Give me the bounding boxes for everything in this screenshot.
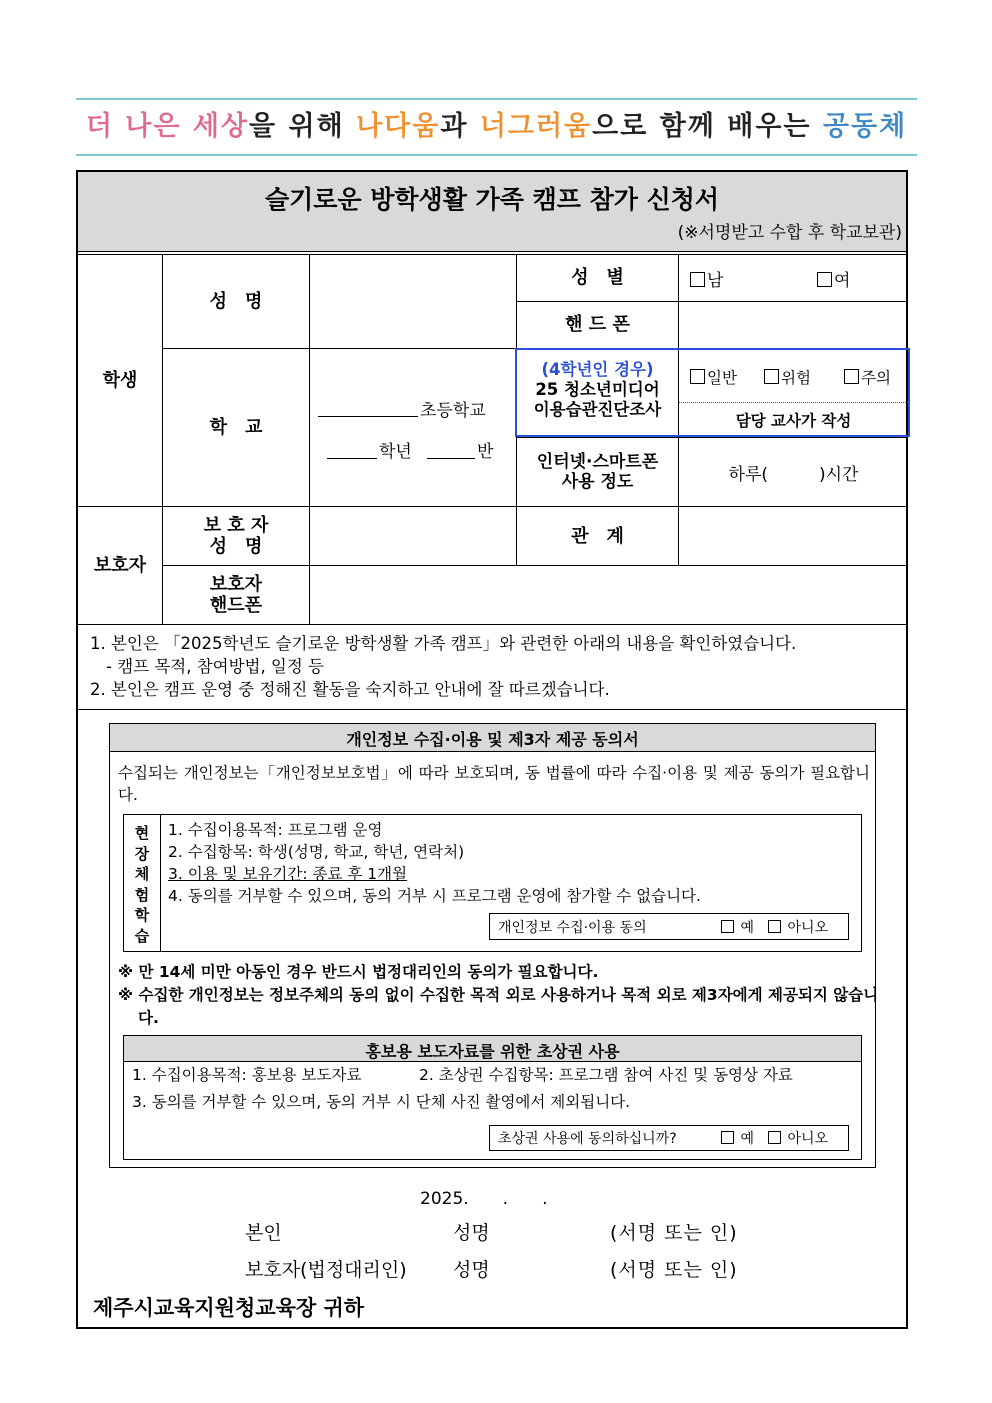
yes-label: 예 xyxy=(740,920,754,936)
checkbox-icon xyxy=(768,920,781,933)
sign-guardian-hint[interactable]: (서명 또는 인) xyxy=(610,1259,738,1281)
checkbox-icon xyxy=(764,369,779,384)
slogan-part: 더 나은 세상 xyxy=(85,111,250,142)
survey-opt-label: 일반 xyxy=(707,369,737,387)
portrait-consent-label: 초상권 사용에 동의하십니까? xyxy=(498,1131,677,1147)
privacy-item: 4. 동의를 거부할 수 있으며, 동의 거부 시 프로그램 운영에 참가할 수 없습니다. xyxy=(168,887,701,905)
portrait-no-option[interactable] xyxy=(768,1128,828,1148)
grade-suffix: 학년 xyxy=(379,442,412,462)
no-label: 아니오 xyxy=(787,920,829,936)
privacy-side-label xyxy=(124,823,160,946)
side-char: 습 xyxy=(134,926,150,945)
usage-field[interactable]: 하루( )시간 xyxy=(728,464,859,485)
survey-label-line: 25 청소년미디어 xyxy=(535,380,660,399)
privacy-no-option[interactable] xyxy=(768,917,828,937)
form-note: (※서명받고 수합 후 학교보관) xyxy=(677,223,902,243)
relation-label: 관 계 xyxy=(571,525,624,547)
guardian-name-line: 보 호 자 xyxy=(203,515,269,536)
addressee: 제주시교육지원청교육장 귀하 xyxy=(93,1296,365,1320)
survey-opt-normal[interactable] xyxy=(690,366,737,388)
privacy-warning-2: ※ 수집한 개인정보는 정보주체의 동의 없이 수집한 목적 외로 사용하거나 목적 외로 제3자에게 제공되지 않습니다. xyxy=(118,986,879,1027)
survey-opt-label: 위험 xyxy=(781,369,811,387)
slogan-part: 과 xyxy=(440,111,480,142)
portrait-item-1: 1. 수집이용목적: 홍보용 보도자료 xyxy=(132,1066,362,1084)
sign-self-label: 본인 xyxy=(245,1222,282,1244)
privacy-item: 1. 수집이용목적: 프로그램 운영 xyxy=(168,821,383,839)
sign-guardian-name-label: 성명 xyxy=(453,1259,490,1281)
checkbox-icon xyxy=(721,920,734,933)
student-name-label: 성 명 xyxy=(209,290,263,312)
guardian-name-field[interactable] xyxy=(310,507,516,565)
checkbox-icon xyxy=(817,272,832,287)
guardian-phone-line: 핸드폰 xyxy=(209,595,263,616)
divider xyxy=(78,709,906,710)
guardian-phone-label xyxy=(163,574,309,616)
privacy-title: 개인정보 수집·이용 및 제3자 제공 동의서 xyxy=(346,730,639,749)
side-char: 체 xyxy=(134,865,150,883)
survey-opt-risk[interactable] xyxy=(764,366,811,388)
gender-female-label: 여 xyxy=(834,271,851,291)
slogan-part: 공동체 xyxy=(822,111,908,142)
divider xyxy=(78,624,906,625)
slogan-part: 너그러움 xyxy=(479,111,593,142)
checkbox-icon xyxy=(690,369,705,384)
form-title: 슬기로운 방학생활 가족 캠프 참가 신청서 xyxy=(264,185,720,214)
slogan-part: 을 위해 xyxy=(249,111,357,142)
side-char: 장 xyxy=(134,844,150,863)
guardian-phone-field[interactable] xyxy=(310,566,906,624)
confirm-line: 1. 본인은 「2025학년도 슬기로운 방학생활 가족 캠프」와 관련한 아래의 내용을 확인하였습니다. xyxy=(90,634,797,653)
checkbox-icon xyxy=(768,1131,781,1144)
confirm-line: - 캠프 목적, 참여방법, 일정 등 xyxy=(106,657,324,676)
privacy-intro: 수집되는 개인정보는「개인정보보호법」에 따라 보호되며, 동 법률에 따라 수집·이용 및 제공 동의가 필요합니다. xyxy=(118,764,870,804)
survey-opt-label: 주의 xyxy=(861,369,891,387)
slogan-top-line xyxy=(76,98,917,100)
slogan-bottom-line xyxy=(76,154,917,156)
checkbox-icon xyxy=(690,272,705,287)
confirm-text xyxy=(90,632,796,701)
gender-male-label: 남 xyxy=(707,271,724,291)
side-char: 험 xyxy=(134,885,150,904)
student-name-field[interactable] xyxy=(310,254,516,348)
yes-label: 예 xyxy=(740,1131,754,1147)
portrait-item-2: 2. 초상권 수집항목: 프로그램 참여 사진 및 동영상 자료 xyxy=(419,1066,793,1084)
confirm-line: 2. 본인은 캠프 운영 중 정해진 활동을 숙지하고 안내에 잘 따르겠습니다. xyxy=(90,680,610,699)
divider xyxy=(78,251,906,252)
relation-field[interactable] xyxy=(679,507,906,565)
privacy-consent-label: 개인정보 수집·이용 동의 xyxy=(498,920,647,936)
portrait-title: 홍보용 보도자료를 위한 초상권 사용 xyxy=(365,1042,620,1061)
privacy-item: 2. 수집항목: 학생(성명, 학교, 학년, 연락처) xyxy=(168,843,465,861)
guardian-section-label: 보호자 xyxy=(93,555,147,576)
portrait-yes-option[interactable] xyxy=(721,1128,754,1148)
sign-self-hint[interactable]: (서명 또는 인) xyxy=(610,1222,738,1244)
student-phone-field[interactable] xyxy=(679,301,906,348)
student-section-label: 학생 xyxy=(102,369,138,391)
slogan xyxy=(76,104,917,150)
divider xyxy=(160,814,161,952)
gender-male-option[interactable] xyxy=(690,266,723,291)
privacy-warning-1: ※ 만 14세 미만 아동인 경우 반드시 법정대리인의 동의가 필요합니다. xyxy=(118,963,599,981)
grade-blank[interactable] xyxy=(327,458,377,459)
side-char: 학 xyxy=(134,906,150,924)
gender-label: 성 별 xyxy=(571,267,624,288)
usage-label-line: 사용 정도 xyxy=(561,472,634,492)
privacy-item: 3. 이용 및 보유기간: 종료 후 1개월 xyxy=(168,865,408,883)
no-label: 아니오 xyxy=(787,1131,829,1147)
school-name-blank[interactable] xyxy=(318,416,418,417)
sign-guardian-label: 보호자(법정대리인) xyxy=(245,1259,407,1281)
checkbox-icon xyxy=(721,1131,734,1144)
school-label: 학 교 xyxy=(209,416,263,438)
privacy-yes-option[interactable] xyxy=(721,917,754,937)
portrait-item-3: 3. 동의를 거부할 수 있으며, 동의 거부 시 단체 사진 촬영에서 제외됩니다. xyxy=(132,1093,631,1111)
usage-label-line: 인터넷·스마트폰 xyxy=(536,452,659,472)
privacy-items xyxy=(168,819,701,907)
sign-self-name-label: 성명 xyxy=(453,1222,490,1244)
survey-opt-caution[interactable] xyxy=(844,366,891,388)
survey-label-line: (4학년인 경우) xyxy=(541,360,654,379)
guardian-phone-line: 보호자 xyxy=(209,574,263,595)
survey-label-line: 이용습관진단조사 xyxy=(533,400,662,419)
slogan-part: 으로 함께 배우는 xyxy=(592,111,823,142)
gender-female-option[interactable] xyxy=(817,266,850,291)
survey-label xyxy=(517,360,678,420)
survey-note: 담당 교사가 작성 xyxy=(735,412,852,430)
checkbox-icon xyxy=(844,369,859,384)
guardian-name-label xyxy=(163,515,309,557)
slogan-part: 나다움 xyxy=(356,111,441,142)
class-suffix: 반 xyxy=(477,442,494,462)
survey-dotted-line xyxy=(679,402,908,403)
school-suffix: 초등학교 xyxy=(420,401,486,421)
class-blank[interactable] xyxy=(427,458,475,459)
sign-date[interactable]: 2025. . . xyxy=(420,1189,548,1209)
guardian-name-line: 성 명 xyxy=(209,536,263,557)
phone-label: 핸 드 폰 xyxy=(565,314,630,335)
side-char: 현 xyxy=(134,824,150,842)
usage-label xyxy=(517,452,678,492)
